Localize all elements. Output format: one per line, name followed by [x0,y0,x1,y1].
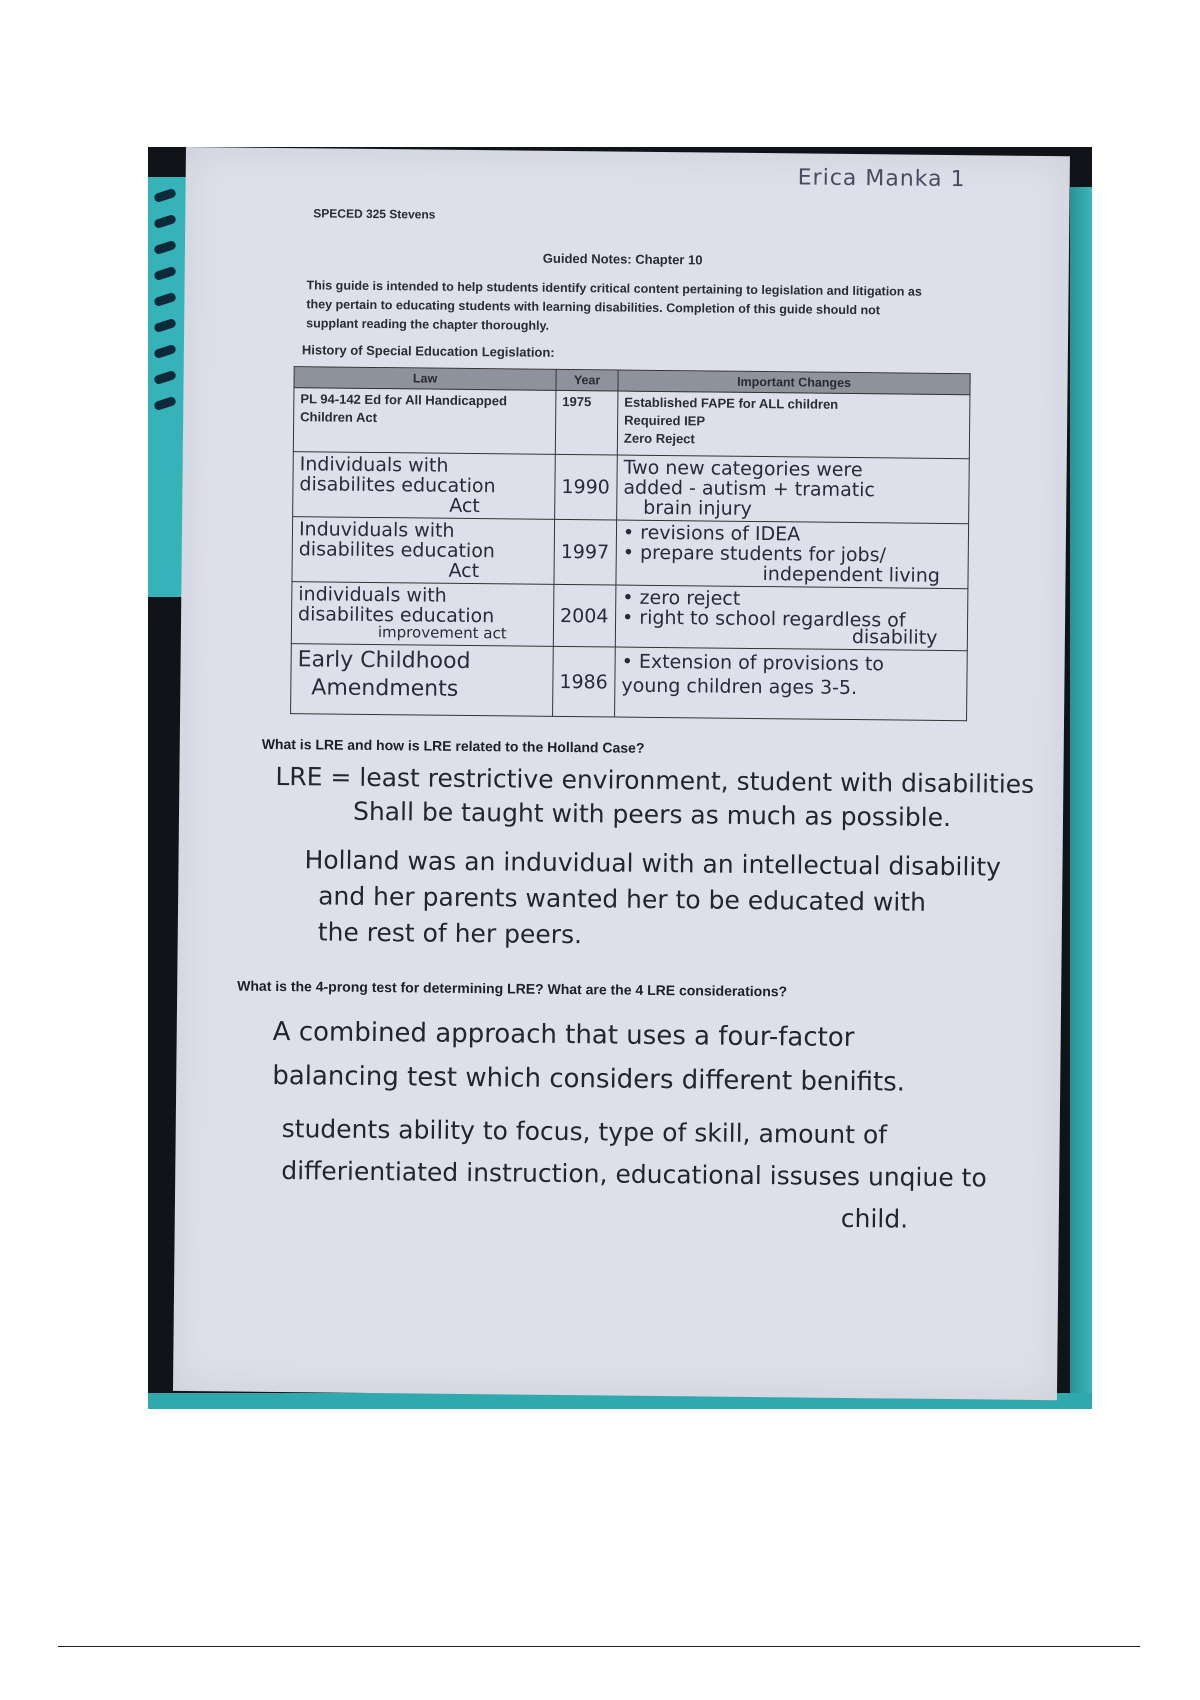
law-text: Early Childhood [297,647,471,675]
answer-lre-definition [275,760,1034,836]
header-law: Law [294,367,556,391]
changes-cell [617,391,970,459]
law-text: Individuals with [299,453,449,477]
spiral-ring [153,188,177,203]
changes-cell [615,585,968,651]
change-text: young children ages 3-5. [621,674,858,700]
change-text: • zero reject [622,586,741,610]
question-lre-holland: What is LRE and how is LRE related to the Holland Case? [261,735,645,756]
history-heading: History of Special Education Legislation: [301,342,555,360]
law-cell [291,644,554,717]
law-text: Induviduals with [298,518,455,542]
change-text: • right to school regardless of [621,606,906,632]
change-text: Two new categories were [623,456,863,482]
question-four-prong: What is the 4-prong test for determining LRE? What are the 4 LRE considerations? [237,977,788,1000]
spiral-ring [153,370,177,385]
spiral-ring [153,240,177,255]
change-text: disability [851,626,938,649]
year-cell: 1997 [554,519,617,585]
worksheet-page [173,147,1070,1400]
spiral-ring [153,214,177,229]
law-cell [293,388,556,455]
law-text: disabilites education [297,603,495,628]
answer-holland [304,842,1001,957]
changes-cell [615,647,968,721]
law-cell [291,582,554,647]
student-name: Erica Manka 1 [797,165,966,193]
answer-line: Shall be taught with peers as much as possible. [352,796,952,833]
spiral-ring [153,318,177,333]
answer-line: students ability to focus, type of skill, amount of [281,1114,888,1150]
law-text: Children Act [300,409,378,426]
change-text: brain injury [643,496,752,520]
law-text: Amendments [311,675,459,702]
change-text: • revisions of IDEA [622,521,801,546]
change-text: • Extension of provisions to [621,650,885,676]
answer-line: the rest of her peers. [317,917,583,950]
answer-line: Holland was an induvidual with an intellectual disability [304,845,1002,882]
year-cell: 1986 [553,646,616,717]
answer-line: child. [840,1203,909,1234]
law-text: PL 94-142 Ed for All Handicapped [300,391,508,409]
table-row [291,582,968,651]
answer-line: LRE = least restrictive environment, student with disabilities [275,761,1035,799]
footer-divider [58,1646,1140,1647]
guide-intro: This guide is intended to help students identify critical content pertaining to legislation and litigation as they pertain to educating students with learning disabilities. Completion of this guide should not supplant reading the chapter thoroughly. [306,278,922,333]
changes-cell [616,520,969,589]
answer-line: differientiated instruction, educational issuses unqiue to [281,1156,987,1193]
answer-considerations [281,1108,988,1241]
change-text: • prepare students for jobs/ [622,541,887,567]
table-row [292,517,969,589]
table-row [291,644,968,721]
year-cell: 2004 [553,584,616,647]
change-text: Zero Reject [623,430,695,447]
spiral-ring [153,292,177,307]
table-row [293,388,970,459]
course-label: SPECED 325 Stevens [313,206,436,222]
law-text: Act [449,494,480,518]
spiral-ring [153,396,177,411]
answer-four-prong [272,1010,906,1105]
answer-line: A combined approach that uses a four-factor [272,1016,855,1054]
year-cell: 1990 [555,454,618,520]
spiral-ring [153,344,177,359]
change-text: Established FAPE for ALL children [624,394,839,412]
law-text: disabilites education [298,538,496,563]
change-text: added - autism + tramatic [623,476,876,502]
law-text: individuals with [298,583,447,607]
answer-line: balancing test which considers different benifits. [272,1060,906,1098]
header-changes: Important Changes [618,370,970,395]
legislation-table [290,366,971,721]
changes-cell [617,455,970,524]
table-row [293,452,970,524]
year-cell: 1975 [555,390,618,455]
change-text: Required IEP [624,412,706,429]
guide-title: Guided Notes: Chapter 10 [542,250,703,268]
law-cell [292,517,555,585]
notebook-photo [148,147,1092,1409]
header-year: Year [556,369,618,391]
change-text: independent living [762,563,940,587]
spiral-ring [153,266,177,281]
law-cell [293,452,556,520]
folder-edge [1070,187,1092,1409]
answer-line: and her parents wanted her to be educated with [318,881,927,917]
law-text: improvement act [377,623,507,643]
law-text: disabilites education [299,473,496,498]
law-text: Act [448,559,480,583]
